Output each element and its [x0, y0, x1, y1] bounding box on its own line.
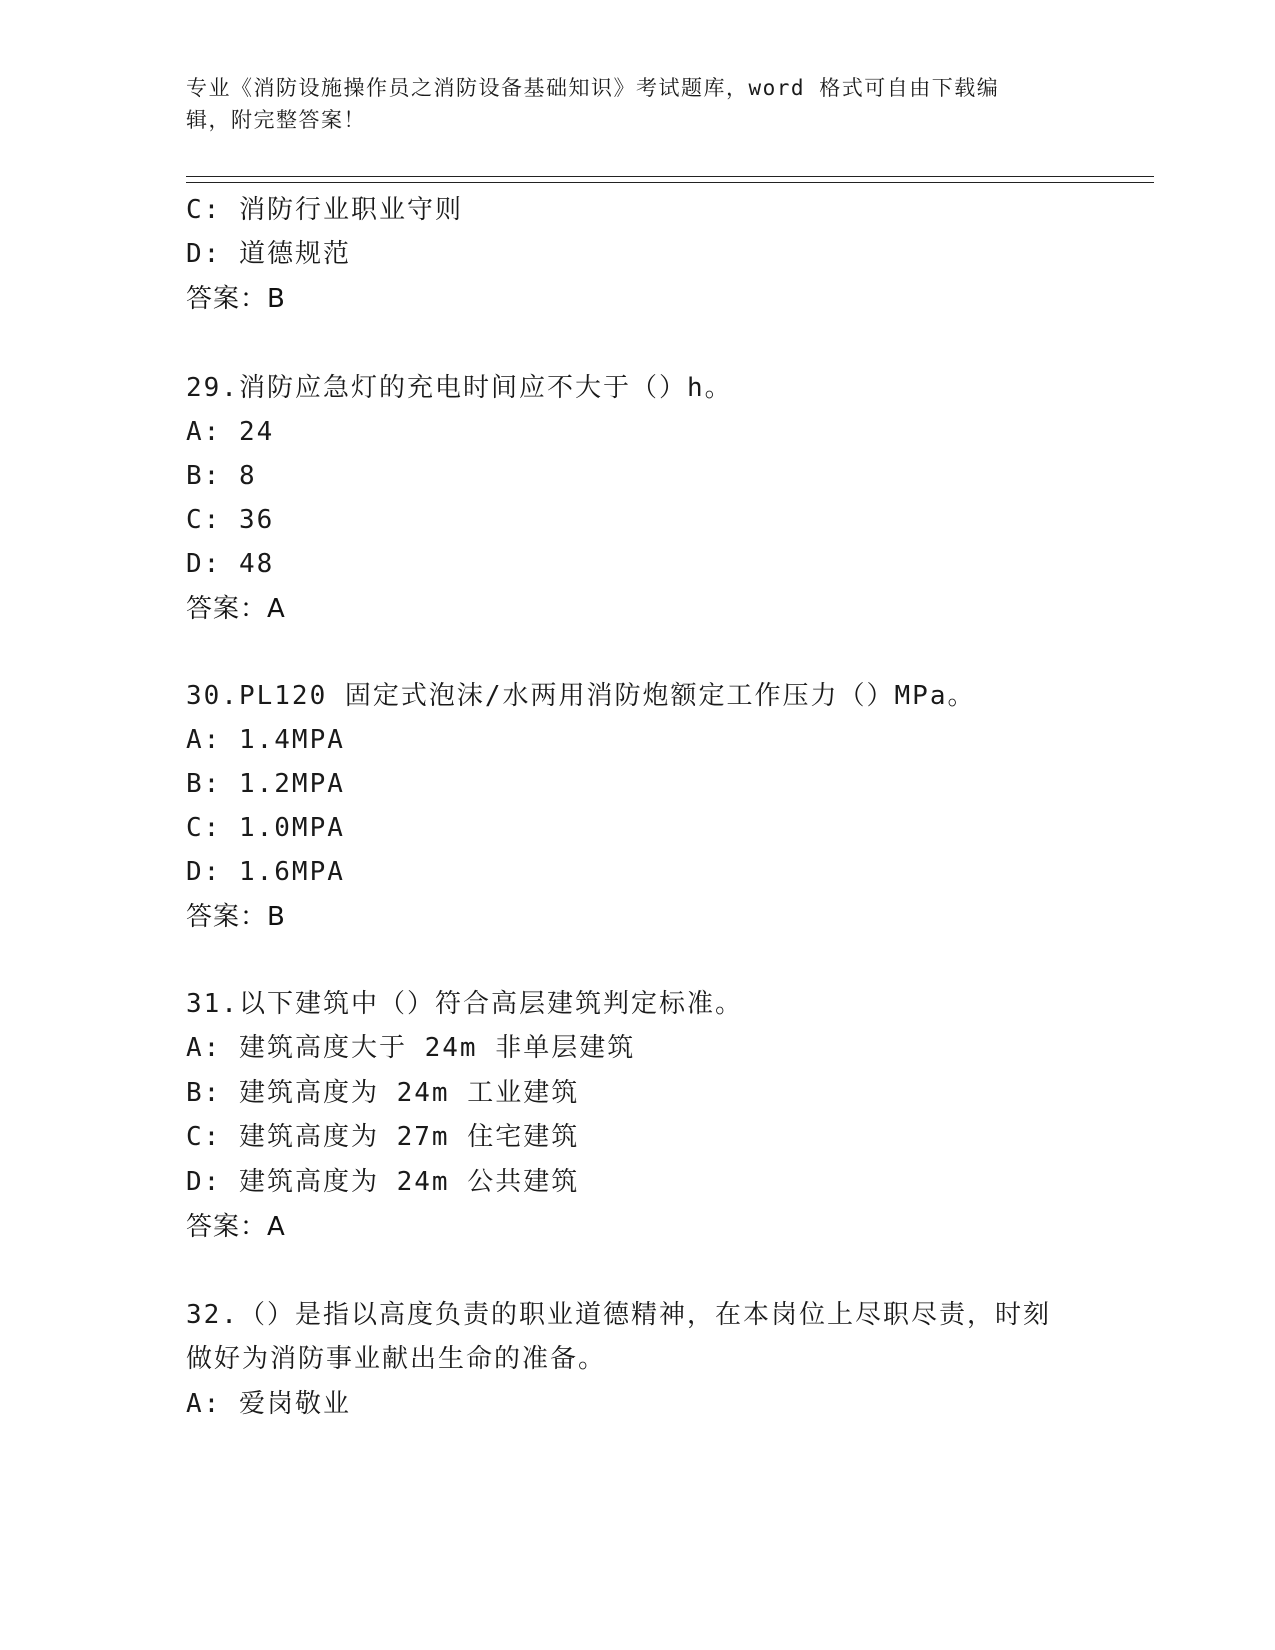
q30-answer: 答案：B [186, 902, 286, 932]
q30-option-c: C: 1.0MPA [186, 813, 345, 843]
q29-option-d: D: 48 [186, 549, 275, 579]
q32-question-line-1: 32.（）是指以高度负责的职业道德精神，在本岗位上尽职尽责，时刻 [186, 1300, 1051, 1330]
q28-option-c: C: 消防行业职业守则 [186, 195, 463, 225]
q31-option-d: D: 建筑高度为 24m 公共建筑 [186, 1167, 580, 1197]
q31-option-b: B: 建筑高度为 24m 工业建筑 [186, 1078, 580, 1108]
q30-option-a: A: 1.4MPA [186, 725, 345, 755]
q29-option-b: B: 8 [186, 461, 257, 491]
q28-answer: 答案：B [186, 284, 286, 314]
q30-option-b: B: 1.2MPA [186, 769, 345, 799]
q31-option-c: C: 建筑高度为 27m 住宅建筑 [186, 1122, 580, 1152]
q31-answer: 答案：A [186, 1212, 286, 1242]
q29-option-c: C: 36 [186, 505, 275, 535]
q29-option-a: A: 24 [186, 417, 275, 447]
q32-option-a: A: 爱岗敬业 [186, 1389, 351, 1419]
q31-option-a: A: 建筑高度大于 24m 非单层建筑 [186, 1033, 636, 1063]
q32-question-line-2: 做好为消防事业献出生命的准备。 [186, 1344, 607, 1374]
q30-option-d: D: 1.6MPA [186, 857, 345, 887]
q29-question: 29.消防应急灯的充电时间应不大于（）h。 [186, 373, 733, 403]
header-line-2: 辑，附完整答案！ [186, 108, 366, 132]
q30-question: 30.PL120 固定式泡沫/水两用消防炮额定工作压力（）MPa。 [186, 681, 976, 711]
header-divider-bottom [186, 182, 1154, 183]
q29-answer: 答案：A [186, 594, 286, 624]
header-line-1: 专业《消防设施操作员之消防设备基础知识》考试题库，word 格式可自由下载编 [186, 76, 1000, 100]
document-header [186, 72, 1066, 136]
q28-option-d: D: 道德规范 [186, 239, 351, 269]
header-divider-top [186, 176, 1154, 177]
q31-question: 31.以下建筑中（）符合高层建筑判定标准。 [186, 989, 743, 1019]
